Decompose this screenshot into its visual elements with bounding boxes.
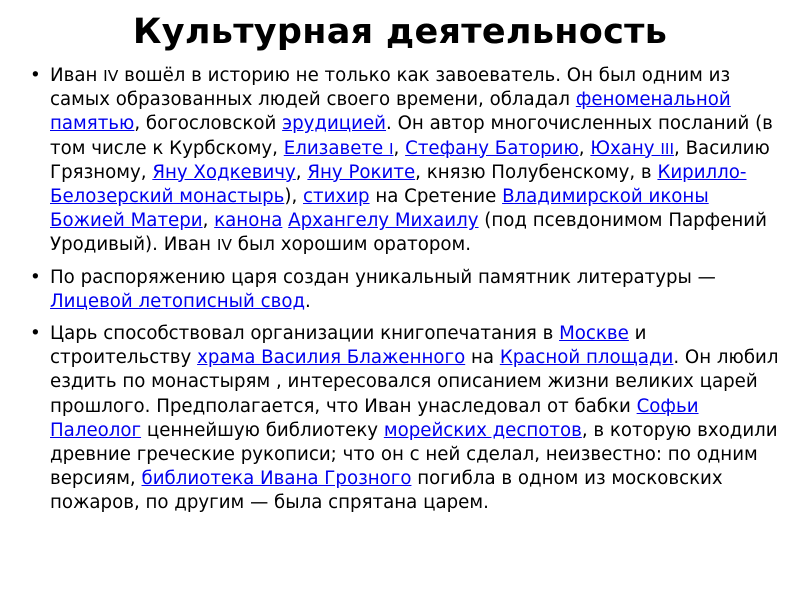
link-text: Елизавете bbox=[283, 137, 389, 159]
link-sophia-palaiologina[interactable]: Софьи Палеолог bbox=[50, 395, 699, 441]
link-stefan-batory[interactable]: Стефану Баторию bbox=[405, 137, 579, 159]
text: , bbox=[202, 210, 215, 232]
text: По распоряжению царя создан уникальный памятник литературы — bbox=[50, 266, 716, 288]
link-illustrated-chronicle[interactable]: Лицевой летописный свод bbox=[50, 290, 306, 312]
text: , князю Полубенскому, в bbox=[415, 161, 658, 183]
bullet-item-printing-library bbox=[50, 322, 780, 516]
text: , bbox=[393, 137, 406, 159]
link-vladimir-icon[interactable]: Владимирской иконы Божией Матери bbox=[50, 186, 709, 232]
text: и строительству bbox=[50, 323, 647, 369]
text: погибла в одном из московских пожаров, по другим — была спрятана царем. bbox=[50, 468, 723, 514]
link-johan[interactable] bbox=[590, 138, 674, 159]
text: вошёл в историю не только как завоеватель. Он был одним из самых образованных людей своего времени, обладал bbox=[50, 65, 731, 111]
text: . Он любил ездить по монастырям , интересовался описанием жизни великих царей прошлого. Предполагается, что Иван унаследовал от бабки bbox=[50, 347, 779, 417]
slide-title: Культурная деятельность bbox=[132, 12, 668, 52]
text: . Он автор многочисленных посланий (в том числе к Курбскому, bbox=[50, 113, 773, 159]
text: Царь способствовал организации книгопечатания в bbox=[50, 323, 560, 345]
text: . bbox=[305, 290, 311, 312]
link-red-square[interactable]: Красной площади bbox=[499, 347, 674, 369]
link-erudition[interactable]: эрудицией bbox=[282, 113, 387, 135]
bullet-item-chronicle bbox=[50, 266, 780, 314]
roman-numeral: I bbox=[388, 139, 394, 158]
text: , Василию Грязному, bbox=[50, 137, 770, 183]
link-memory[interactable]: памятью bbox=[50, 113, 135, 135]
text: на Сретение bbox=[369, 186, 503, 208]
link-morean-despots[interactable]: морейских деспотов bbox=[383, 419, 582, 441]
text: был хорошим оратором. bbox=[232, 234, 472, 256]
roman-numeral: IV bbox=[216, 236, 233, 255]
link-st-basil-cathedral[interactable]: храма Василия Блаженного bbox=[197, 347, 466, 369]
link-canon[interactable]: канона bbox=[214, 210, 283, 232]
link-phenomenal[interactable]: феноменальной bbox=[575, 89, 731, 111]
link-archangel-michael[interactable]: Архангелу Михаилу bbox=[288, 210, 479, 232]
link-jan-chodkiewicz[interactable]: Яну Ходкевичу bbox=[152, 161, 296, 183]
link-stichera[interactable]: стихир bbox=[303, 186, 370, 208]
text: ), bbox=[284, 186, 304, 208]
link-text: Юхану bbox=[590, 137, 661, 159]
text: ценнейшую библиотеку bbox=[141, 419, 384, 441]
roman-numeral: III bbox=[660, 139, 675, 158]
text: , bbox=[578, 137, 591, 159]
roman-numeral: IV bbox=[103, 67, 119, 85]
text: на bbox=[465, 347, 500, 369]
link-ivan-library[interactable]: библиотека Ивана Грозного bbox=[141, 468, 412, 490]
text: , в которую входили древние греческие рукописи; что он с ней сделал, неизвестно: по одним версиям, bbox=[50, 419, 778, 490]
text: Иван bbox=[50, 65, 104, 86]
text: , богословской bbox=[134, 113, 283, 135]
bullet-list bbox=[50, 64, 780, 524]
text: , bbox=[295, 161, 308, 183]
link-elizabeth[interactable] bbox=[284, 138, 394, 159]
link-moscow[interactable]: Москве bbox=[559, 323, 629, 345]
link-kirillo-belozersky[interactable]: Кирилло-Белозерский монастырь bbox=[50, 161, 747, 208]
text: (под псевдонимом Парфений Уродивый). Иван bbox=[50, 210, 767, 256]
link-jan-rokita[interactable]: Яну Роките bbox=[307, 161, 416, 183]
bullet-item-literary-works bbox=[50, 64, 780, 258]
